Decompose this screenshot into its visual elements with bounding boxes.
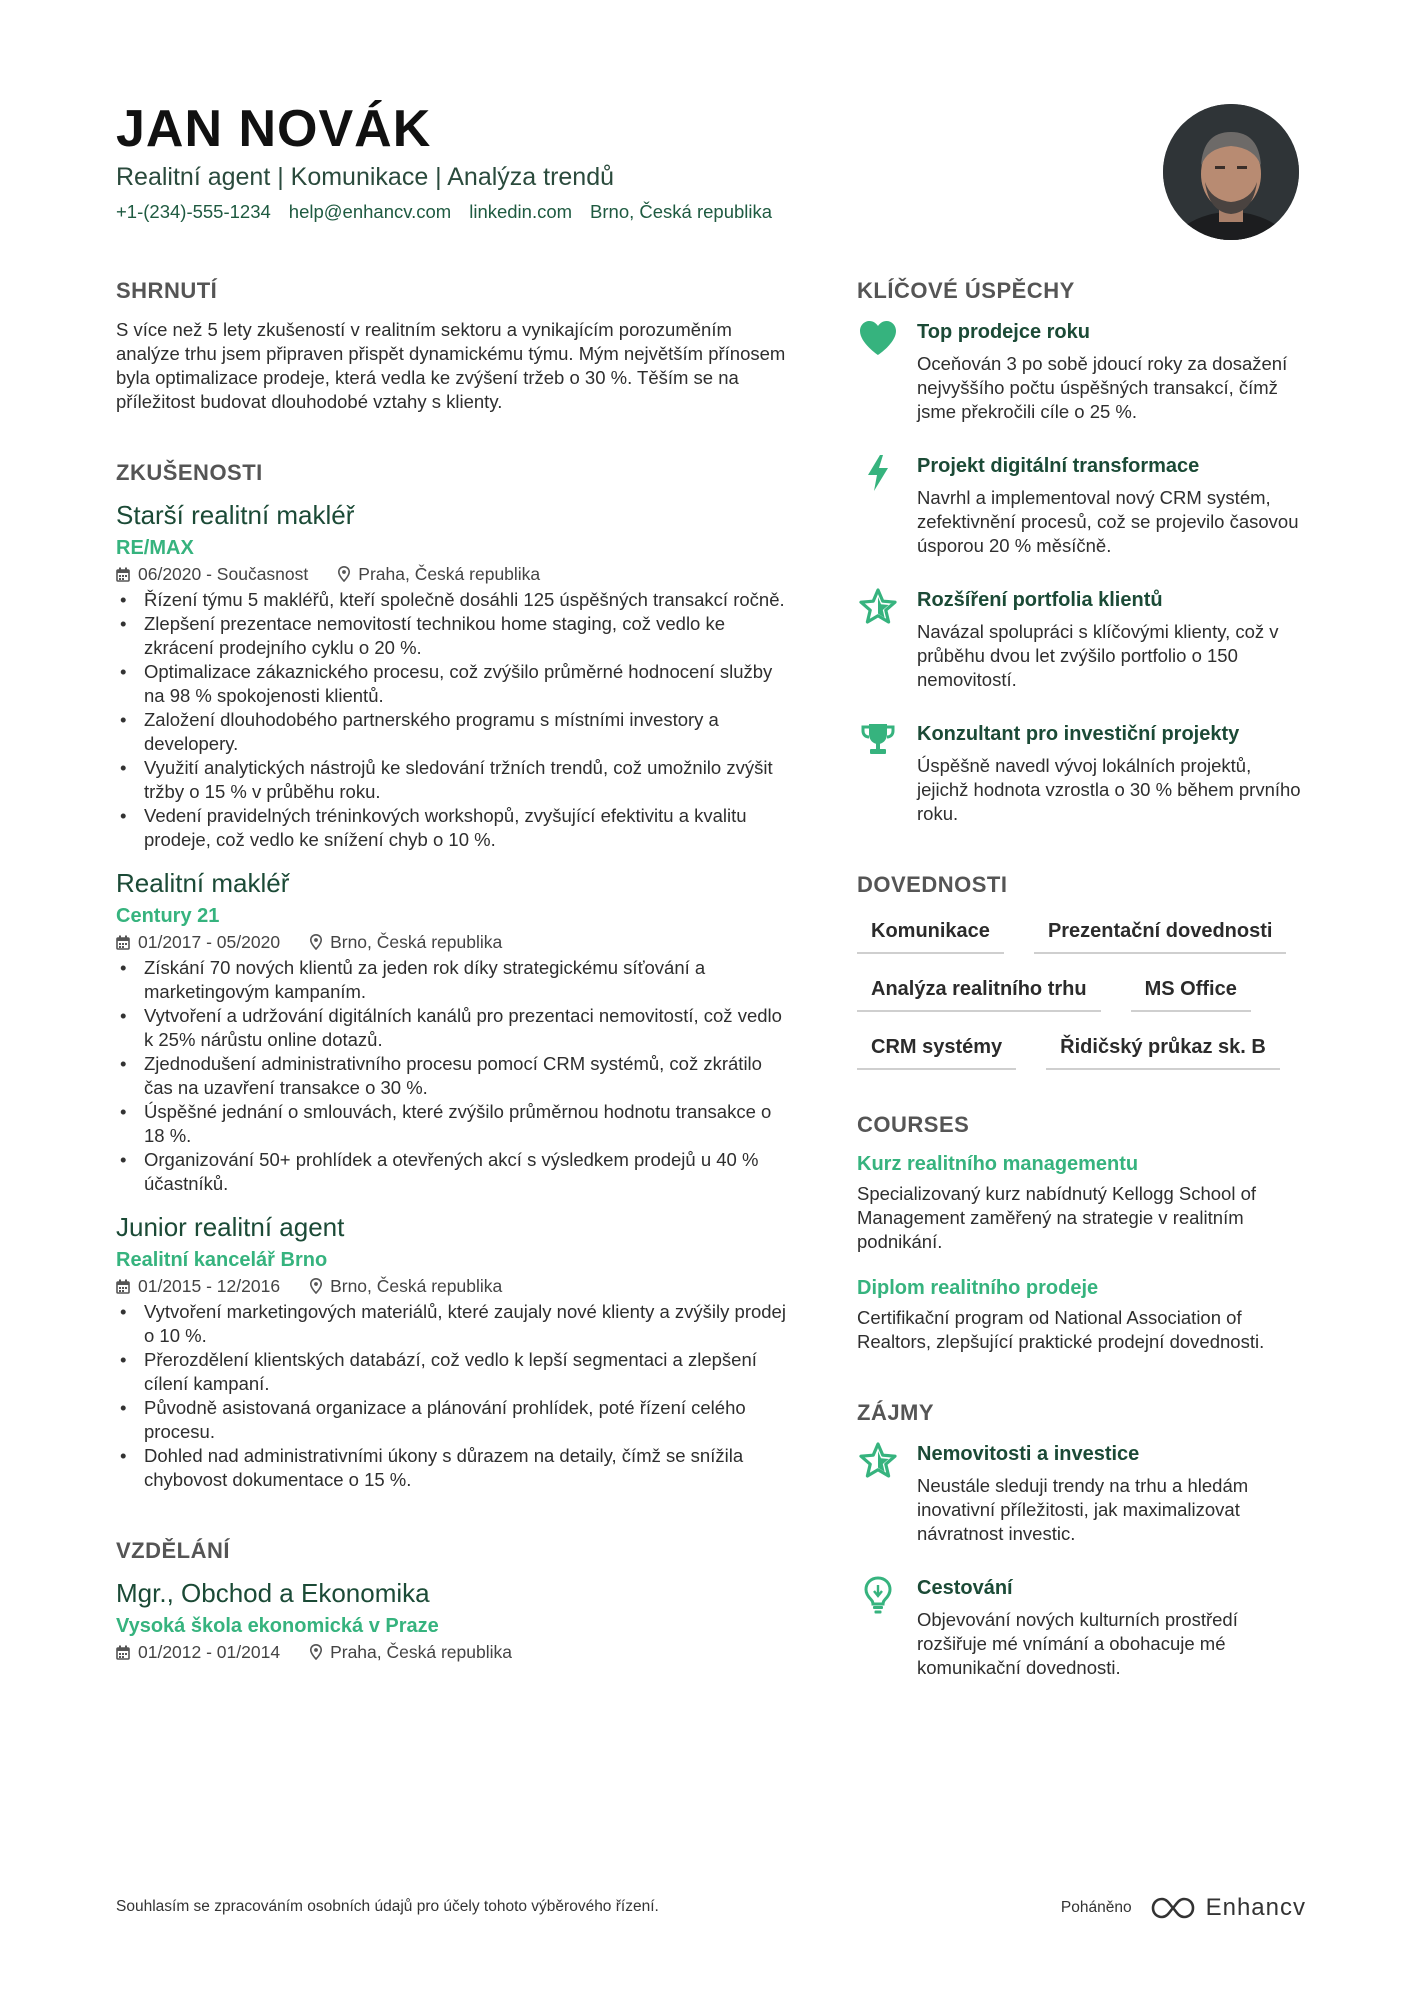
job-location: Praha, Česká republika (358, 564, 541, 584)
experience-item (116, 1210, 786, 1492)
job-dates: 01/2017 - 05/2020 (138, 932, 281, 952)
section-title-achievements: KLÍČOVÉ ÚSPĚCHY (857, 278, 1075, 303)
bullet-item: • Založení dlouhodobého partnerského programu s místními investory a developery. (116, 708, 786, 756)
powered-by-label: Poháněno (1060, 1899, 1132, 1916)
contact-row (116, 198, 1116, 226)
course-item (857, 1150, 1307, 1254)
job-meta (116, 930, 786, 954)
course-desc: Certifikační program od National Association of Realtors, zlepšující praktické prodejní dovednosti. (857, 1307, 1265, 1352)
course-title: Kurz realitního managementu (857, 1153, 1139, 1175)
section-title-education: VZDĚLÁNÍ (116, 1538, 230, 1563)
job-location: Brno, Česká republika (330, 932, 503, 952)
lightning-icon (866, 454, 890, 492)
bullet-item: • Vytvoření a udržování digitálních kanálů pro prezentaci nemovitostí, což vedlo k 25% nárůstu online dotazů. (116, 1004, 786, 1052)
location-pin-icon (310, 1644, 322, 1660)
bullet-item: • Získání 70 nových klientů za jeden rok díky strategickému síťování a marketingovým kampaním. (116, 956, 786, 1004)
achievement-item (857, 452, 1307, 558)
interest-item (857, 1574, 1307, 1680)
calendar-icon (116, 1645, 130, 1660)
summary-section (116, 276, 786, 414)
experience-item (116, 498, 786, 852)
achievement-title: Top prodejce roku (917, 321, 1090, 343)
experience-section (116, 458, 786, 1492)
interest-desc: Objevování nových kulturních prostředí rozšiřuje mé vnímání a obohacuje mé komunikační dovednosti. (917, 1609, 1238, 1678)
section-title-courses: COURSES (857, 1112, 970, 1137)
job-dates: 01/2015 - 12/2016 (138, 1276, 281, 1296)
achievement-desc: Navrhl a implementoval nový CRM systém, zefektivnění procesů, což se projevilo časovou úsporou 20 % měsíčně. (917, 487, 1299, 556)
bullet-item: • Vytvoření marketingových materiálů, které zaujaly nové klienty a zvýšily prodej o 10 %. (116, 1300, 786, 1348)
course-title: Diplom realitního prodeje (857, 1277, 1099, 1299)
star-icon (859, 1442, 897, 1478)
section-title-interests: ZÁJMY (857, 1400, 935, 1425)
achievement-item (857, 720, 1307, 826)
achievement-item (857, 318, 1307, 424)
job-title: Realitní makléř (116, 868, 290, 898)
right-column (857, 276, 1307, 1680)
job-location: Brno, Česká republika (330, 1276, 503, 1296)
bullet-item: • Organizování 50+ prohlídek a otevřených akcí s výsledkem prodejů u 40 % účastníků. (116, 1148, 786, 1196)
candidate-headline: Realitní agent | Komunikace | Analýza trendů (116, 163, 615, 191)
bullet-item: • Přerozdělení klientských databází, což vedlo k lepší segmentaci a zlepšení cílení kampaní. (116, 1348, 786, 1396)
achievement-desc: Navázal spolupráci s klíčovými klienty, což v průběhu dvou let zvýšilo portfolio o 150 nemovitostí. (917, 621, 1279, 690)
job-dates: 06/2020 - Současnost (138, 564, 309, 584)
portrait-photo (1163, 104, 1299, 240)
achievement-title: Rozšíření portfolia klientů (917, 589, 1163, 611)
bullet-item: • Úspěšné jednání o smlouvách, které zvýšilo průměrnou hodnotu transakce o 18 %. (116, 1100, 786, 1148)
interests-section (857, 1398, 1307, 1680)
skills-list (857, 912, 1307, 1070)
achievement-item (857, 586, 1307, 692)
calendar-icon (116, 1279, 130, 1294)
skill-tag: MS Office (1131, 970, 1251, 1012)
powered-by (1061, 1894, 1306, 1922)
job-bullets (116, 588, 786, 852)
education-dates: 01/2012 - 01/2014 (138, 1642, 281, 1662)
achievement-desc: Úspěšně navedl vývoj lokálních projektů, jejichž hodnota vzrostla o 30 % během prvního roku. (917, 755, 1301, 824)
resume-header (116, 98, 1116, 226)
school-name: Vysoká škola ekonomická v Praze (116, 1615, 439, 1637)
bullet-item: • Vedení pravidelných tréninkových workshopů, zvyšující efektivitu a kvalitu prodeje, což vedlo ke snížení chyb o 10 %. (116, 804, 786, 852)
location-text: Brno, Česká republika (590, 201, 773, 222)
course-desc: Specializovaný kurz nabídnutý Kellogg School of Management zaměřený na strategie v realitním podnikání. (857, 1183, 1257, 1252)
degree-title: Mgr., Obchod a Ekonomika (116, 1578, 430, 1608)
consent-note: Souhlasím se zpracováním osobních údajů pro účely tohoto výběrového řízení. (116, 1898, 659, 1915)
heart-icon (858, 320, 898, 356)
section-title-experience: ZKUŠENOSTI (116, 460, 263, 485)
section-title-skills: DOVEDNOSTI (857, 872, 1008, 897)
linkedin-link[interactable]: linkedin.com (469, 201, 573, 222)
interest-title: Cestování (917, 1577, 1013, 1599)
interest-item (857, 1440, 1307, 1546)
achievements-section (857, 276, 1307, 826)
bullet-item: • Původně asistovaná organizace a plánování prohlídek, poté řízení celého procesu. (116, 1396, 786, 1444)
infinity-logo-icon (1150, 1895, 1196, 1921)
company-name: RE/MAX (116, 537, 194, 559)
avatar (1163, 104, 1299, 240)
interest-title: Nemovitosti a investice (917, 1443, 1140, 1465)
star-icon (859, 588, 897, 624)
skill-tag: CRM systémy (857, 1028, 1016, 1070)
location-pin-icon (310, 934, 322, 950)
education-section (116, 1536, 786, 1664)
bullet-item: • Zlepšení prezentace nemovitostí technikou home staging, což vedlo ke zkrácení prodejního cyklu o 20 %. (116, 612, 786, 660)
enhancv-logo[interactable] (1150, 1894, 1306, 1922)
job-meta (116, 562, 786, 586)
job-meta (116, 1274, 786, 1298)
job-title: Junior realitní agent (116, 1212, 345, 1242)
bullet-item: • Řízení týmu 5 makléřů, kteří společně dosáhli 125 úspěšných transakcí ročně. (116, 588, 786, 612)
skill-tag: Komunikace (857, 912, 1004, 954)
brand-name: Enhancv (1205, 1894, 1306, 1921)
calendar-icon (116, 935, 130, 950)
section-title-summary: SHRNUTÍ (116, 278, 218, 303)
email-link[interactable]: help@enhancv.com (288, 201, 452, 222)
education-meta (116, 1640, 786, 1664)
skills-section (857, 870, 1307, 1070)
bullet-item: • Dohled nad administrativními úkony s důrazem na detaily, čímž se snížila chybovost dokumentace o 15 %. (116, 1444, 786, 1492)
company-name: Realitní kancelář Brno (116, 1249, 328, 1271)
job-bullets (116, 956, 786, 1196)
phone-link[interactable]: +1-(234)-555-1234 (116, 201, 271, 222)
location-pin-icon (310, 1278, 322, 1294)
bullet-item: • Optimalizace zákaznického procesu, což zvýšilo průměrné hodnocení služby na 98 % spokojenosti klientů. (116, 660, 786, 708)
experience-item (116, 866, 786, 1196)
course-item (857, 1274, 1307, 1354)
skill-tag: Analýza realitního trhu (857, 970, 1101, 1012)
courses-section (857, 1110, 1307, 1354)
education-location: Praha, Česká republika (330, 1642, 512, 1662)
company-name: Century 21 (116, 905, 220, 927)
left-column (116, 276, 786, 1664)
achievement-desc: Oceňován 3 po sobě jdoucí roky za dosažení nejvyššího počtu úspěšných transakcí, čímž jsme překročili cíle o 25 %. (917, 353, 1288, 422)
skill-tag: Řidičský průkaz sk. B (1046, 1028, 1280, 1070)
job-title: Starší realitní makléř (116, 500, 355, 530)
footer (116, 1894, 1306, 1924)
candidate-name: JAN NOVÁK (116, 100, 432, 158)
summary-text: S více než 5 lety zkušeností v realitním sektoru a vynikajícím porozuměním analýze trhu jsem připraven přispět dynamickému týmu. Mým největším přínosem byla optimalizace prodeje, která vedla ke zvýšení tržeb o 30 %. Těším se na příležitost budovat dlouhodobé vztahy s klienty. (116, 319, 786, 412)
bullet-item: • Využití analytických nástrojů ke sledování tržních trendů, což umožnilo zvýšit tržby o 15 % v průběhu roku. (116, 756, 786, 804)
interest-desc: Neustále sleduji trendy na trhu a hledám inovativní příležitosti, jak maximalizovat návratnost investic. (917, 1475, 1249, 1544)
lightbulb-icon (864, 1576, 892, 1614)
achievement-title: Projekt digitální transformace (917, 455, 1200, 477)
calendar-icon (116, 567, 130, 582)
skill-tag: Prezentační dovednosti (1034, 912, 1287, 954)
trophy-icon (860, 722, 896, 756)
job-bullets (116, 1300, 786, 1492)
achievement-title: Konzultant pro investiční projekty (917, 723, 1240, 745)
bullet-item: • Zjednodušení administrativního procesu pomocí CRM systémů, což zkrátilo čas na uzavření transakce o 30 %. (116, 1052, 786, 1100)
location-pin-icon (338, 566, 350, 582)
